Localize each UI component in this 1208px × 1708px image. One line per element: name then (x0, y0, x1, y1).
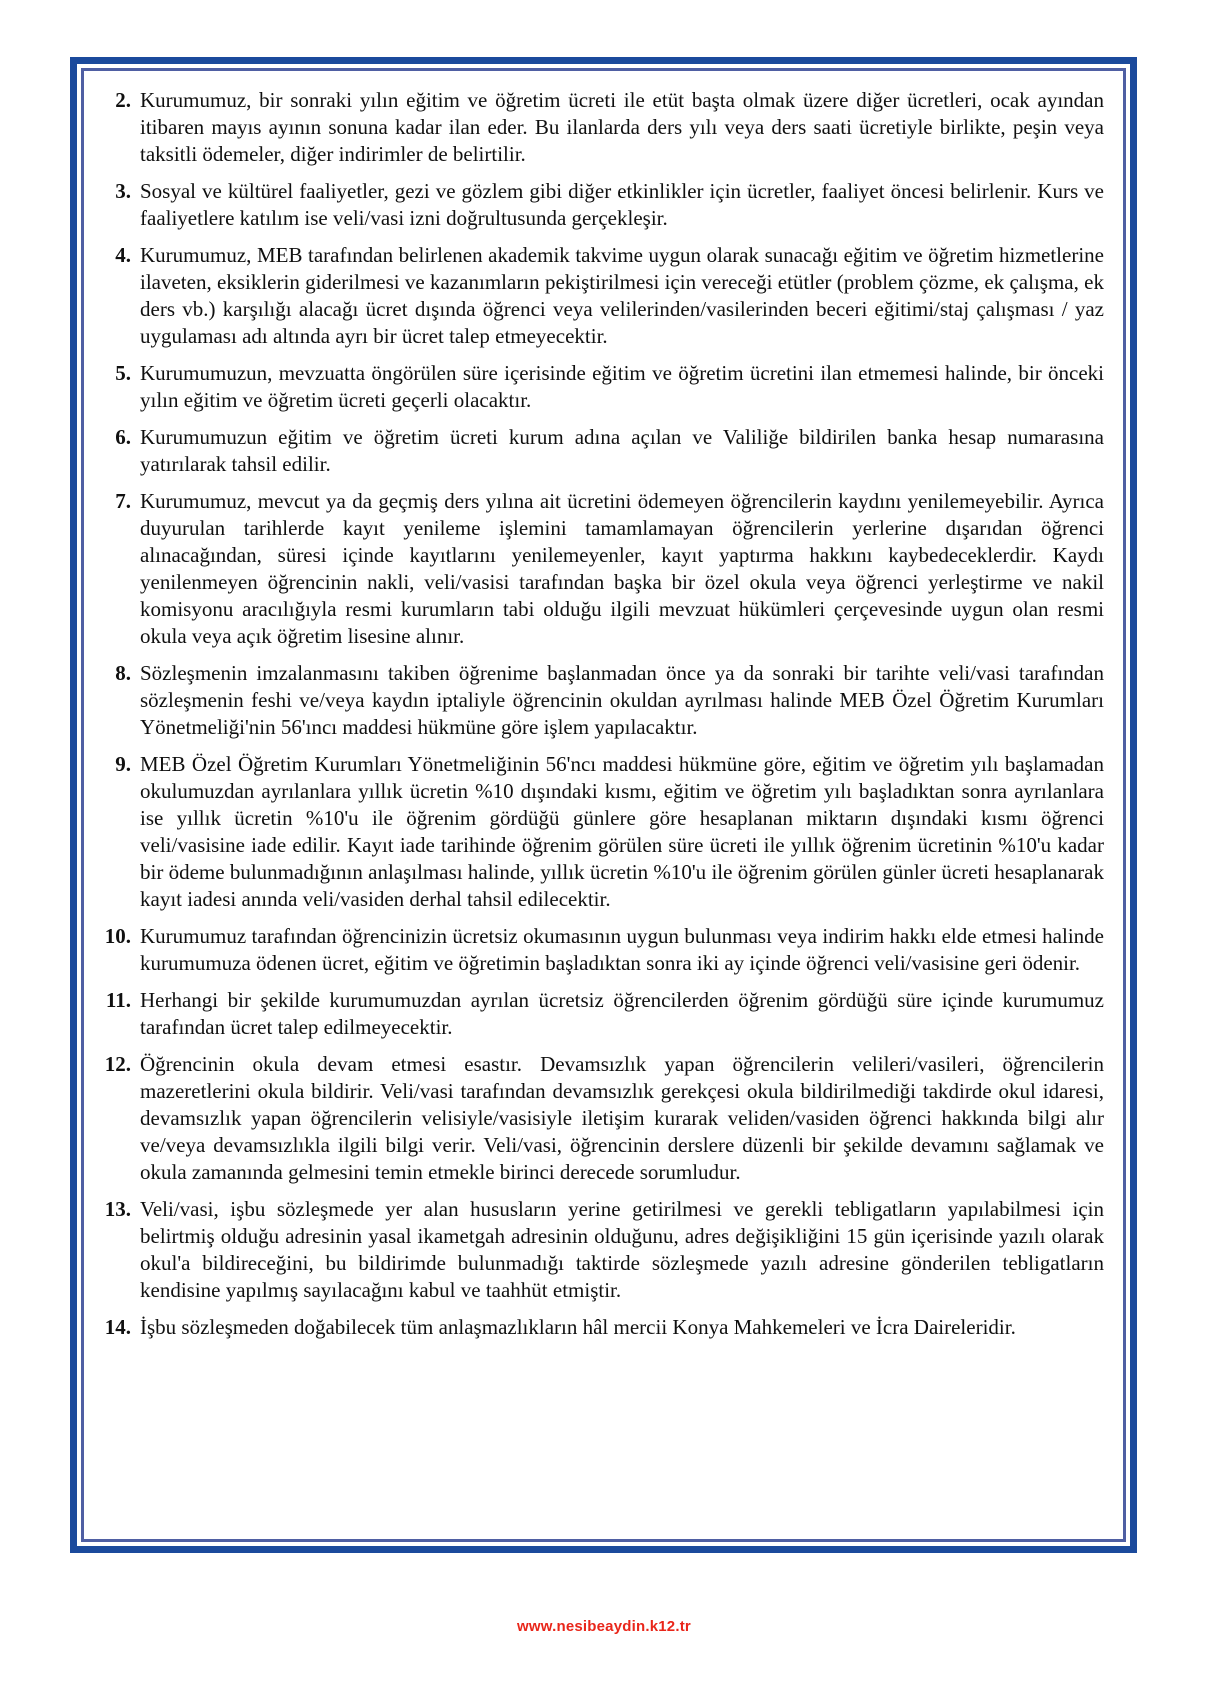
list-item-9 (103, 751, 1104, 913)
list-item-8 (103, 660, 1104, 741)
item-number: 7. (115, 489, 131, 513)
item-text: Kurumumuzun eğitim ve öğretim ücreti kurum adına açılan ve Valiliğe bildirilen banka hesap numarasına yatırılarak tahsil edilir. (140, 425, 1104, 476)
list-item-12 (103, 1051, 1104, 1186)
item-text: Öğrencinin okula devam etmesi esastır. Devamsızlık yapan öğrencilerin velileri/vasileri, öğrencilerin mazeretlerini okula bildirir. Veli/vasi tarafından devamsızlık gerekçesi okula bildirilmediği takdirde okul idaresi, devamsızlık yapan öğrencilerin velisiyle/vasisiyle iletişim kurarak veliden/vasiden öğrenci hakkında bilgi alır ve/veya devamsızlıkla ilgili bilgi verir. Veli/vasi, öğrencinin derslere düzenli bir şekilde devamını sağlamak ve okula zamanında gelmesini temin etmekle birinci derecede sorumludur. (140, 1052, 1104, 1184)
item-number: 6. (115, 425, 131, 449)
list-item-11 (103, 987, 1104, 1041)
item-text: Sosyal ve kültürel faaliyetler, gezi ve gözlem gibi diğer etkinlikler için ücretler, faaliyet öncesi belirlenir. Kurs ve faaliyetlere katılım ise veli/vasi izni doğrultusunda gerçekleşir. (140, 179, 1104, 230)
list-item-10 (103, 923, 1104, 977)
footer-url: www.nesibeaydin.k12.tr (517, 1618, 691, 1635)
list-item-13 (103, 1196, 1104, 1304)
list-item-7 (103, 488, 1104, 650)
item-number: 2. (115, 88, 131, 112)
page-border-frame (70, 57, 1137, 1553)
list-item-4 (103, 242, 1104, 350)
item-text: Kurumumuz, bir sonraki yılın eğitim ve öğretim ücreti ile etüt başta olmak üzere diğer ücretleri, ocak ayından itibaren mayıs ayının sonuna kadar ilan eder. Bu ilanlarda ders yılı veya ders saati ücretiyle birlikte, peşin veya taksitli ödemeler, diğer indirimler de belirtilir. (140, 88, 1104, 166)
content-area (81, 68, 1126, 1542)
list-item-6 (103, 424, 1104, 478)
item-number: 10. (104, 924, 131, 948)
item-text: Kurumumuz tarafından öğrencinizin ücretsiz okumasının uygun bulunması veya indirim hakkı elde etmesi halinde kurumumuza ödenen ücret, eğitim ve öğretimin başladıktan sonra iki ay içinde öğrenci veli/vasisine geri ödenir. (140, 924, 1104, 975)
item-number: 8. (115, 661, 131, 685)
item-number: 9. (115, 752, 131, 776)
item-number: 14. (104, 1315, 131, 1339)
item-number: 12. (104, 1052, 131, 1076)
list-item-2 (103, 87, 1104, 168)
item-text: Kurumumuz, MEB tarafından belirlenen akademik takvime uygun olarak sunacağı eğitim ve öğretim hizmetlerine ilaveten, eksiklerin giderilmesi ve kazanımların pekiştirilmesi için vereceği etütler (problem çözme, ek çalışma, ek ders vb.) karşılığı alacağı ücret dışında öğrenci veya velilerinden/vasilerinden beceri eğitimi/staj çalışması / yaz uygulaması adı altında ayrı bir ücret talep etmeyecektir. (140, 243, 1104, 348)
item-number: 3. (115, 179, 131, 203)
numbered-list (103, 87, 1104, 1341)
item-number: 4. (115, 243, 131, 267)
item-text: Herhangi bir şekilde kurumumuzdan ayrılan ücretsiz öğrencilerden öğrenim gördüğü süre içinde kurumumuz tarafından ücret talep edilmeyecektir. (140, 988, 1104, 1039)
list-item-3 (103, 178, 1104, 232)
item-text: Kurumumuz, mevcut ya da geçmiş ders yılına ait ücretini ödemeyen öğrencilerin kaydını yenilemeyebilir. Ayrıca duyurulan tarihlerde kayıt yenileme işlemini tamamlamayan öğrencilerin yerlerine dışarıdan öğrenci alınacağından, süresi içinde kayıtlarını yenilemeyenler, kayıt yaptırma hakkını kaybedeceklerdir. Kaydı yenilenmeyen öğrencinin nakli, veli/vasisi tarafından başka bir özel okula veya öğrenci yerleştirme ve nakil komisyonu aracılığıyla resmi kurumların tabi olduğu ilgili mevzuat hükümleri çerçevesinde uygun olan resmi okula veya açık öğretim lisesine alınır. (140, 489, 1104, 648)
item-text: Kurumumuzun, mevzuatta öngörülen süre içerisinde eğitim ve öğretim ücretini ilan etmemesi halinde, bir önceki yılın eğitim ve öğretim ücreti geçerli olacaktır. (140, 361, 1104, 412)
item-text: Sözleşmenin imzalanmasını takiben öğrenime başlanmadan önce ya da sonraki bir tarihte veli/vasi tarafından sözleşmenin feshi ve/veya kaydın iptaliyle öğrencinin okuldan ayrılması halinde MEB Özel Öğretim Kurumları Yönetmeliği'nin 56'ıncı maddesi hükmüne göre işlem yapılacaktır. (140, 661, 1104, 739)
item-text: MEB Özel Öğretim Kurumları Yönetmeliğinin 56'ncı maddesi hükmüne göre, eğitim ve öğretim yılı başlamadan okulumuzdan ayrılanlara yıllık ücretin %10 dışındaki kısmı, eğitim ve öğretim yılı başladıktan sonra ayrılanlara ise yıllık ücretin %10'u ile öğrenim gördüğü günlere göre hesaplanan miktarın dışındaki kısmı öğrenci veli/vasisine iade edilir. Kayıt iade tarihinde öğrenim görülen süre ücreti ile yıllık öğrenim ücretinin %10'u kadar bir ödeme bulunmadığının anlaşılması halinde, yıllık ücretin %10'u ile öğrenim görülen günler ücreti hesaplanarak kayıt iadesi anında veli/vasiden derhal tahsil edilecektir. (140, 752, 1104, 911)
item-text: Veli/vasi, işbu sözleşmede yer alan hususların yerine getirilmesi ve gerekli tebligatların yapılabilmesi için belirtmiş olduğu adresinin yasal ikametgah adresinin olduğunu, adres değişikliğini 15 gün içerisinde yazılı olarak okul'a bildireceğini, bu bildirimde bulunmadığı taktirde sözleşmede yazılı adresine gönderilen tebligatların kendisine yapılmış sayılacağını kabul ve taahhüt etmiştir. (140, 1197, 1104, 1302)
item-number: 5. (115, 361, 131, 385)
item-text: İşbu sözleşmeden doğabilecek tüm anlaşmazlıkların hâl mercii Konya Mahkemeleri ve İcra Daireleridir. (140, 1315, 1016, 1339)
item-number: 11. (105, 988, 131, 1012)
list-item-14 (103, 1314, 1104, 1341)
item-number: 13. (104, 1197, 131, 1221)
list-item-5 (103, 360, 1104, 414)
